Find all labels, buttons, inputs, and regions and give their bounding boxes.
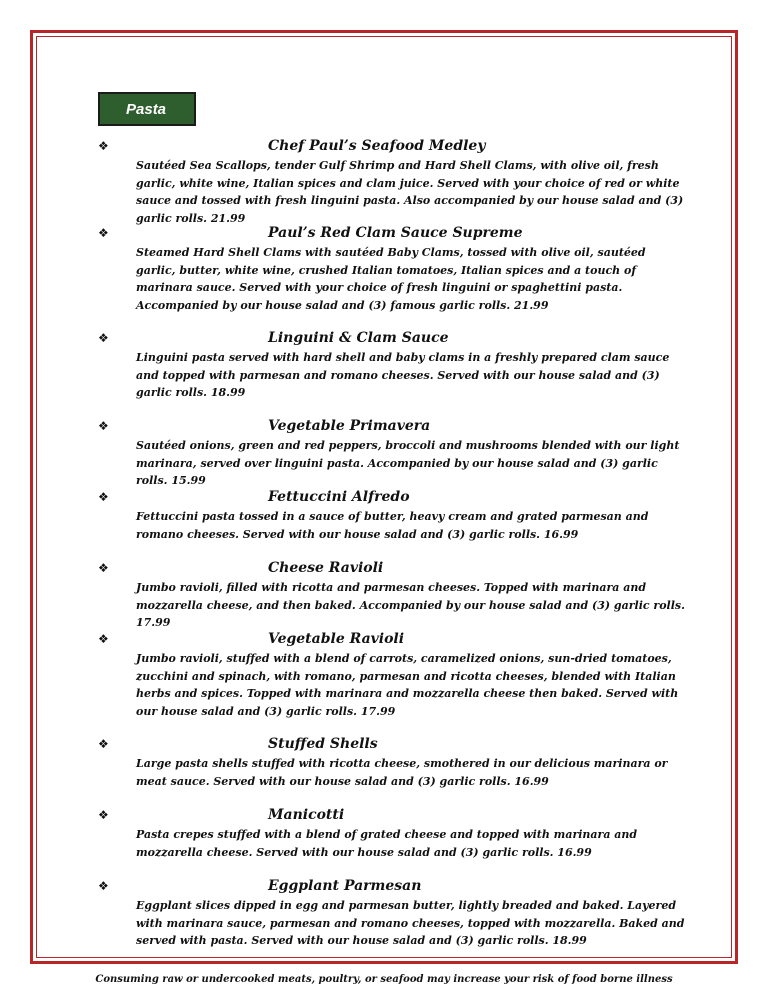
diamond-bullet-icon: ❖ xyxy=(98,737,109,751)
item-title: Vegetable Primavera xyxy=(268,418,431,434)
food-safety-notice: Consuming raw or undercooked meats, poultry, or seafood may increase your risk of food borne illness xyxy=(95,974,673,985)
item-description: Eggplant slices dipped in egg and parmesan butter, lightly breaded and baked. Layered with marinara sauce, parmesan and romano cheeses, topped with mozzarella. Baked and served with pasta. Served with our house salad and (3) garlic rolls. 18.99 xyxy=(136,899,685,947)
item-description: Steamed Hard Shell Clams with sautéed Baby Clams, tossed with olive oil, sautéed garlic, butter, white wine, crushed Italian tomatoes, Italian spices and a touch of marinara sauce. Served with your choice of fresh linguini or spaghettini pasta. Accompanied by our house salad and (3) famous garlic rolls. 21.99 xyxy=(136,246,646,312)
diamond-bullet-icon: ❖ xyxy=(98,139,109,153)
item-description: Sautéed Sea Scallops, tender Gulf Shrimp and Hard Shell Clams, with olive oil, fresh garlic, white wine, Italian spices and clam juice. Served with your choice of red or white sauce and tossed with fresh linguini pasta. Also accompanied by our house salad and (3) garlic rolls. 21.99 xyxy=(136,159,684,225)
diamond-bullet-icon: ❖ xyxy=(98,561,109,575)
item-description: Pasta crepes stuffed with a blend of grated cheese and topped with marinara and mozzarella cheese. Served with our house salad and (3) garlic rolls. 16.99 xyxy=(136,828,638,859)
item-title: Eggplant Parmesan xyxy=(268,878,422,894)
item-title: Chef Paul’s Seafood Medley xyxy=(268,138,486,154)
diamond-bullet-icon: ❖ xyxy=(98,632,109,646)
item-title: Stuffed Shells xyxy=(268,736,378,752)
item-title: Linguini & Clam Sauce xyxy=(268,330,449,346)
diamond-bullet-icon: ❖ xyxy=(98,808,109,822)
item-description: Large pasta shells stuffed with ricotta cheese, smothered in our delicious marinara or meat sauce. Served with our house salad and (3) garlic rolls. 16.99 xyxy=(136,757,668,788)
diamond-bullet-icon: ❖ xyxy=(98,419,109,433)
section-tab-pasta xyxy=(98,92,196,126)
item-description: Sautéed onions, green and red peppers, broccoli and mushrooms blended with our light marinara, served over linguini pasta. Accompanied by our house salad and (3) garlic rolls. 15.99 xyxy=(136,439,680,487)
item-title: Fettuccini Alfredo xyxy=(268,489,410,505)
item-title: Vegetable Ravioli xyxy=(268,631,405,647)
item-title: Paul’s Red Clam Sauce Supreme xyxy=(268,225,523,241)
item-title: Manicotti xyxy=(268,807,345,823)
item-description: Fettuccini pasta tossed in a sauce of butter, heavy cream and grated parmesan and romano cheeses. Served with our house salad and (3) garlic rolls. 16.99 xyxy=(136,510,649,541)
diamond-bullet-icon: ❖ xyxy=(98,331,109,345)
diamond-bullet-icon: ❖ xyxy=(98,490,109,504)
item-description: Jumbo ravioli, stuffed with a blend of carrots, caramelized onions, sun-dried tomatoes, zucchini and spinach, with romano, parmesan and ricotta cheeses, blended with Italian herbs and spices. Topped with marinara and mozzarella cheese then baked. Served with our house salad and (3) garlic rolls. 17.99 xyxy=(136,652,679,718)
item-title: Cheese Ravioli xyxy=(268,560,384,576)
diamond-bullet-icon: ❖ xyxy=(98,226,109,240)
diamond-bullet-icon: ❖ xyxy=(98,879,109,893)
section-label: Pasta xyxy=(126,100,167,118)
item-description: Jumbo ravioli, filled with ricotta and parmesan cheeses. Topped with marinara and mozzarella cheese, and then baked. Accompanied by our house salad and (3) garlic rolls. 17.99 xyxy=(136,581,685,629)
item-description: Linguini pasta served with hard shell and baby clams in a freshly prepared clam sauce and topped with parmesan and romano cheeses. Served with our house salad and (3) garlic rolls. 18.99 xyxy=(136,351,670,399)
